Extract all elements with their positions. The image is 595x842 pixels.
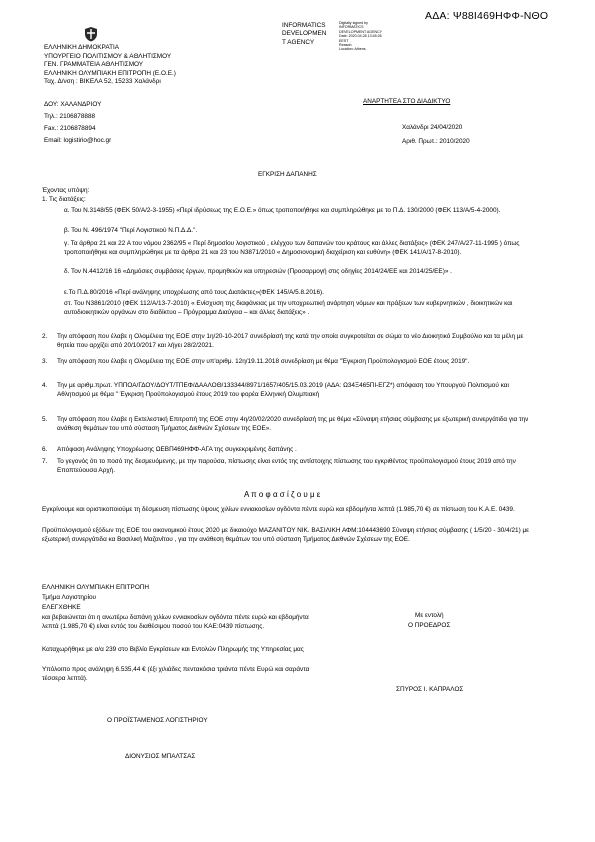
considerations-intro: Έχοντας υπόψη:	[42, 187, 90, 194]
phone: Τηλ.: 2106878888	[44, 113, 96, 120]
email: Email: logistirio@hoc.gr	[44, 137, 112, 144]
item-3-text: Την απόφαση που έλαβε η Ολομέλεια της ΕΟΕ στην υπ'αριθμ. 12η/19.11.2018 συνεδρίαση με θέμα "Έγκριση Προϋπολογισμού ΕΟΕ έτους 2019".	[57, 358, 470, 365]
document-date: Χαλάνδρι 24/04/2020	[402, 124, 463, 131]
sub-item-b: β. Του Ν. 496/1974 "Περί Λογιστικού Ν.Π.Δ.Δ.".	[64, 227, 198, 234]
sender-line: ΥΠΟΥΡΓΕΙΟ ΠΟΛΙΤΙΣΜΟΥ & ΑΘΛΗΤΙΣΜΟΥ	[44, 52, 172, 60]
item-number: 3.	[42, 358, 48, 365]
sub-item-d: δ. Τον Ν.4412/16 16 «Δημόσιες συμβάσεις έργων, προμηθειών και υπηρεσιών (Προσαρμογή στις οδηγίες 2014/24/ΕΕ και 2014/25/ΕΕ)» .	[64, 268, 452, 275]
sender-line: ΕΛΛΗΝΙΚΗ ΟΛΥΜΠΙΑΚΗ ΕΠΙΤΡΟΠΗ (Ε.Ο.Ε.)	[44, 69, 176, 77]
agency-line: T AGENCY	[282, 38, 315, 46]
item-number: 4.	[42, 382, 48, 389]
item-1-heading: 1. Τις διατάξεις:	[42, 196, 86, 203]
ada-code: ΑΔΑ: Ψ88Ι469ΗΦΦ-ΝΘΟ	[425, 10, 549, 22]
fax: Fax.: 2106878894	[44, 125, 96, 132]
sub-item-e: ε.Το Π.Δ.80/2016 «Περί ανάληψης υποχρέωσης από τους Διατάκτες»(ΦΕΚ 145/Α/5.8.2016).	[64, 289, 324, 296]
decision-paragraph: Εγκρίνουμε και οριστικοποιούμε τη δέσμευση πίστωσης ύψους χιλίων εννιακοσίων ογδόντα πέντε ευρώ και εβδομήντα λεπτά (1.985,70 €) σε πίστωση του Κ.Α.Ε. 0439.	[42, 506, 515, 513]
digital-signature-info: Digitally signed by INFORMATICS DEVELOPMENT AGENCY Date: 2020.04.28 13:45:26 EEST Reason: Location: Athens	[339, 21, 383, 52]
sender-line: ΓΕΝ. ΓΡΑΜΜΑΤΕΙΑ ΑΘΛΗΤΙΣΜΟΥ	[44, 61, 144, 69]
item-number: 6.	[42, 446, 48, 453]
verification-registration: Καταχωρήθηκε με α/α 239 στο Βιβλίο Εγκρίσεων και Εντολών Πληρωμής της Υπηρεσίας μας	[42, 646, 304, 653]
agency-name	[282, 22, 326, 47]
item-2-text: Την απόφαση που έλαβε η Ολομέλεια της ΕΟΕ στην 1η/20-10-2017 συνεδρίασή της κατά την οποία συγκροτείται σε σώμα το νέο Διοικητικό Συμβούλιο και τα μέλη με θητεία που αρχίζει από 20/10/2017 και λήγει 28/2/2021.	[57, 333, 524, 349]
item-number: 5.	[42, 416, 48, 423]
signatory-name: ΣΠΥΡΟΣ Ι. ΚΑΠΡΑΛΟΣ	[396, 686, 464, 693]
sender-address: Ταχ. Δ/νση : ΒΙΚΕΛΑ 52, 15233 Χαλάνδρι	[44, 78, 161, 86]
signature-order: Με εντολή	[415, 612, 444, 619]
document-title: ΕΓΚΡΙΣΗ ΔΑΠΑΝΗΣ	[258, 171, 317, 178]
tax-office: ΔΟΥ: ΧΑΛΑΝΔΡΙΟΥ	[44, 101, 102, 108]
sub-item-st: στ. Του Ν3861/2010 (ΦΕΚ 112/Α/13-7-2010) « Ενίσχυση της διαφάνειας με την υποχρεωτική ανάρτηση νόμων και πράξεων των κυβερνητικών , διοικητικών και αυτοδιοικητικών οργάνων στο διαδίκτυο – Πρόγραμμα Διαύγεια – και άλλες διατάξεις» .	[64, 300, 513, 316]
sender-block	[44, 44, 176, 87]
protocol-number: Αριθ. Πρωτ.: 2010/2020	[402, 138, 470, 145]
item-number: 7.	[42, 458, 48, 465]
verification-balance: Υπόλοιπο προς ανάληψη 6.535,44 € (έξι χιλιάδες πεντακόσια τριάντα πέντε Ευρώ και σαράντα τέσσερα λεπτά).	[42, 666, 310, 682]
verification-checked: ΕΛΕΓΧΘΗΚΕ	[42, 604, 81, 611]
verification-certificate: και βεβαιώνεται ότι η ανωτέρω δαπάνη χιλίων εννιακοσίων ογδόντα πέντε ευρώ και εβδομήντα λεπτά (1.985,70 €) είναι εντός του διαθέσιμου ποσού του ΚΑΕ:0439 πίστωσης.	[42, 614, 309, 630]
sub-item-c: γ. Τα άρθρα 21 και 22 Α του νόμου 2362/95 « Περί δημοσίου λογιστικού , ελέγχου των δαπανών του κράτους και άλλες διατάξεις» (ΦΕΚ 247/Α/27-11-1995 ) όπως τροποποιήθηκε και συμπληρώθηκε με τα άρθρα 21 και 23 του Ν3871/2010 « Δημοσιονομική διαχείριση και ευθύνη» (ΦΕΚ 141/Α/17-8-2010).	[64, 240, 520, 256]
item-number: 2.	[42, 333, 48, 340]
verification-org: ΕΛΛΗΝΙΚΗ ΟΛΥΜΠΙΑΚΗ ΕΠΙΤΡΟΠΗ	[42, 584, 150, 591]
signature-role: Ο ΠΡΟΕΔΡΟΣ	[408, 622, 451, 629]
decision-paragraph: Προϋπολογισμού εξόδων της ΕΟΕ του οικονομικού έτους 2020 με δικαιούχο ΜΑΖΑΝΙΤΟΥ ΝΙΚ. ΒΑΣΙΛΙΚΗ ΑΦΜ:104443690 Σύναψη ετήσιας σύμβασης ( 1/5/20 - 30/4/21) με εξωτερική συνεργάτιδα κα Βασιλική Μαζανίτου , για την ανάθεση θεμάτων του υπό σύσταση Τμήματος Διεθνών Σχέσεων της ΕΟΕ.	[42, 527, 530, 543]
sub-item-a: α. Του Ν.3148/55 (ΦΕΚ 50/Α/2-3-1955) «Περί ιδρύσεως της Ε.Ο.Ε.» όπως τροποποιήθηκε και συμπληρώθηκε με το Π.Δ. 130/2000 (ΦΕΚ 113/Α/5-4-2000).	[64, 207, 501, 214]
item-5-text: Την απόφαση που έλαβε η Εκτελεστική Επιτροπή της ΕΟΕ στην 4η/20/02/2020 συνεδρίασή της με θέμα «Σύναψη ετήσιας σύμβασης με εξωτερική συνεργάτιδα για την ανάθεση θεμάτων του υπό σύσταση Τμήματος Διεθνών Σχέσεων της ΕΟΕ».	[57, 416, 529, 432]
item-7-text: Το γεγονός ότι το ποσό της δεσμευόμενης, με την παρούσα, πίστωσης είναι εντός της αντίστοιχης πίστωσης του εγκριθέντος προϋπολογισμού έτους 2019 από την Εποπτεύουσα Αρχή.	[57, 458, 516, 474]
agency-line: DEVELOPMEN	[282, 30, 327, 38]
accounting-head-role: Ο ΠΡΟΪΣΤΑΜΕΝΟΣ ΛΟΓΙΣΤΗΡΙΟΥ	[107, 717, 208, 724]
decision-title: Α π ο φ α σ ί ζ ο υ μ ε	[244, 490, 321, 499]
item-4-text: Την με αριθμ.πρωτ. ΥΠΠΟΑ/ΓΔΟΥ/ΔΟΥΤ/ΤΠΕΦ/ΔΑΑΛΟΘ/133344/8971/1657/405/15.03.2019 (ΑΔΑ: Ω34Ξ465ΠΙ-ΕΓΖ*) απόφαση του Υπουργού Πολιτισμού και Αθλητισμού με θέμα " Έγκριση Προϋπολογισμού έτους 2019 του φορέα Ελληνική Ολυμπιακή	[57, 382, 509, 398]
sender-line: ΕΛΛΗΝΙΚΗ ΔΗΜΟΚΡΑΤΙΑ	[44, 44, 120, 51]
posting-notice: ΑΝΑΡΤΗΤΕΑ ΣΤΟ ΔΙΑΔΙΚΤΥΟ	[363, 98, 451, 105]
verification-dept: Τμήμα Λογιστηρίου	[42, 594, 97, 601]
agency-line: INFORMATICS	[282, 22, 326, 29]
item-6-text: Απόφαση Ανάληψης Υποχρέωσης ΩΕΒΠ469ΗΦΦ-ΑΓΑ της συγκεκριμένης δαπάνης .	[57, 446, 297, 453]
accounting-head-name: ΔΙΟΝΥΣΙΟΣ ΜΠΑΛΤΣΑΣ	[125, 753, 196, 760]
